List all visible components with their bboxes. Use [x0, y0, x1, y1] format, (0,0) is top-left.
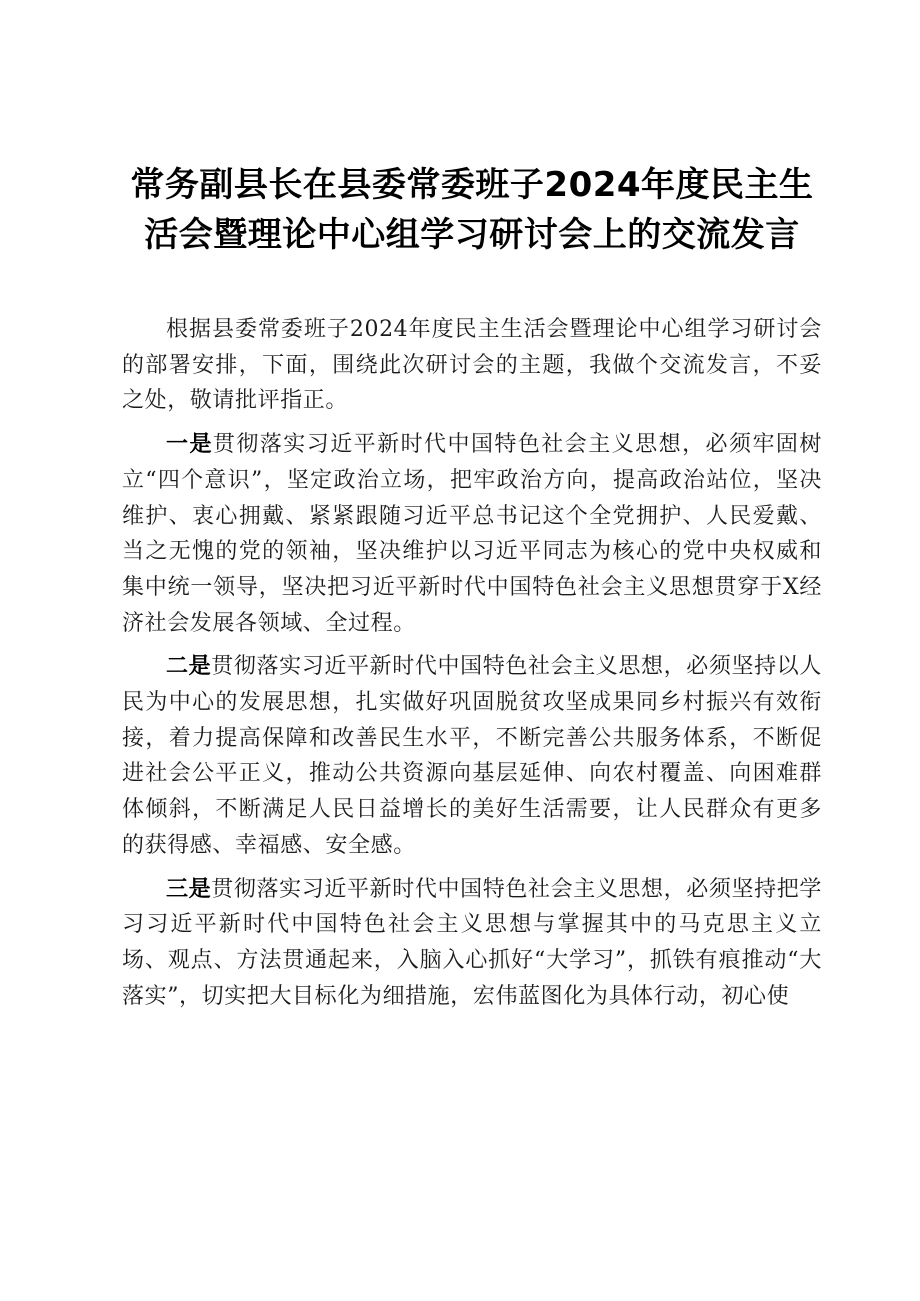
point-1-text: 贯彻落实习近平新时代中国特色社会主义思想，必须牢固树立“四个意识”，坚定政治立场，把牢政治方向，提高政治站位，坚决维护、衷心拥戴、紧紧跟随习近平总书记这个全党拥护、人民爱戴、当之无愧的党的领袖，坚决维护以习近平同志为核心的党中央权威和集中统一领导，坚决把习近平新时代中国特色社会主义思想贯穿于X经济社会发展各领域、全过程。 — [122, 432, 822, 636]
title-line-2: 活会暨理论中心组学习研讨会上的交流发言 — [144, 215, 800, 255]
point-1-lead: 一是 — [166, 432, 213, 458]
intro-paragraph: 根据县委常委班子2024年度民主生活会暨理论中心组学习研讨会的部署安排，下面，围绕此次研讨会的主题，我做个交流发言，不妥之处，敬请批评指正。 — [122, 317, 822, 414]
point-2-text: 贯彻落实习近平新时代中国特色社会主义思想，必须坚持以人民为中心的发展思想，扎实做好巩固脱贫攻坚成果同乡村振兴有效衔接，着力提高保障和改善民生水平，不断完善公共服务体系，不断促进社会公平正义，推动公共资源向基层延伸、向农村覆盖、向困难群体倾斜，不断满足人民日益增长的美好生活需要，让人民群众有更多的获得感、幸福感、安全感。 — [122, 654, 823, 858]
point-paragraph-2 — [122, 649, 822, 863]
point-2-lead: 二是 — [166, 654, 212, 680]
document-title — [122, 160, 822, 260]
title-line-1: 常务副县长在县委常委班子2024年度民主生 — [130, 165, 814, 205]
point-paragraph-1 — [122, 427, 822, 641]
point-3-lead: 三是 — [166, 876, 212, 902]
point-3-text: 贯彻落实习近平新时代中国特色社会主义思想，必须坚持把学习习近平新时代中国特色社会主义思想与掌握其中的马克思主义立场、观点、方法贯通起来，入脑入心抓好“大学习”，抓铁有痕推动“大落实”，切实把大目标化为细措施，宏伟蓝图化为具体行动，初心使 — [122, 876, 823, 1009]
point-paragraph-3 — [122, 872, 822, 1015]
